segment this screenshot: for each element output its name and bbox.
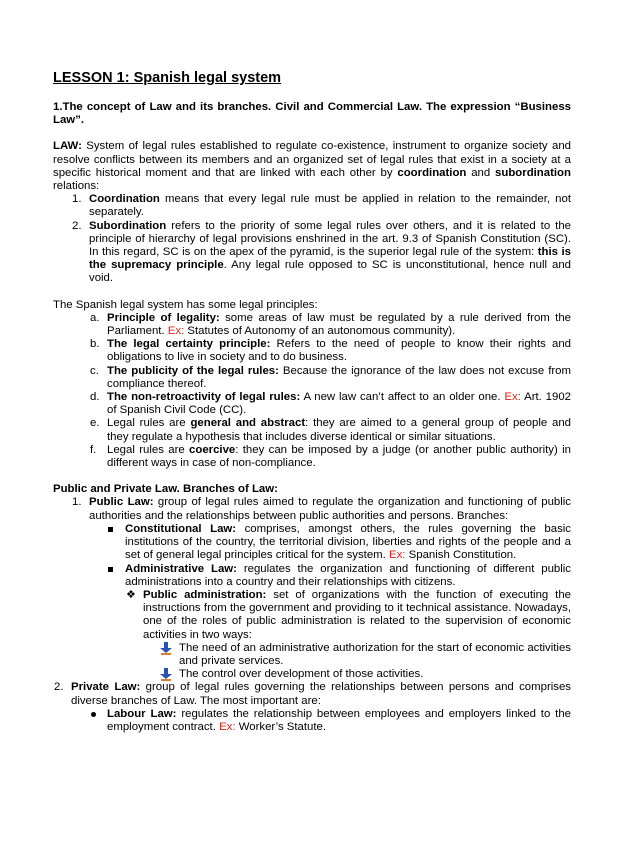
list-item-constitutional-law: Constitutional Law: comprises, amongst others, the rules governing the basic institutions of the country, the territorial division, liberties and rights of the people and a set of general legal principles critical for the system. Ex: Spanish Constitution.: [125, 523, 571, 563]
list-item-way-control: The control over development of those activities.: [179, 668, 571, 681]
list-item-public-law: 1. Public Law: group of legal rules aimed to regulate the organization and functioning of public authorities and the relationships between public authorities and persons. Branches:: [72, 496, 571, 522]
principle-legality: a. Principle of legality: some areas of law must be regulated by a rule derived from the Parliament. Ex: Statutes of Autonomy of an autonomous community).: [90, 311, 572, 338]
list-item-subordination: 2. Subordination refers to the priority of some legal rules over others, and it is related to the principle of hierarchy of legal provisions enshrined in the art. 9.3 of Spanish Constitution (SC). In this regard, SC is on the apex of the pyramid, is the superior legal rule of the system: this is the supremacy principle. Any legal rule opposed to SC is unconstitutional, hence null and void.: [72, 219, 571, 285]
round-bullet-icon: [91, 712, 96, 717]
document-page: [53, 70, 571, 734]
diamond-bullet-icon: ❖: [126, 588, 136, 601]
principle-coercive: f. Legal rules are coercive: they can be imposed by a judge (or another public authority) in different ways in case of non-compliance.: [90, 443, 571, 470]
section-heading-public-private: Public and Private Law. Branches of Law:: [53, 483, 278, 496]
square-bullet-icon: [108, 567, 113, 572]
list-item-way-authorization: The need of an administrative authorization for the start of economic activities and private services.: [179, 642, 571, 668]
law-label: LAW:: [53, 140, 82, 153]
square-bullet-icon: [108, 527, 113, 532]
public-private-list: [53, 496, 571, 734]
down-arrow-bullet-icon: [160, 642, 172, 655]
principle-publicity: c. The publicity of the legal rules: Because the ignorance of the law does not excuse from compliance thereof.: [90, 364, 571, 390]
law-definition: LAW: System of legal rules established to regulate co-existence, instrument to organize society and resolve conflicts between its members and an organized set of legal rules that exist in a society at a specific historical moment and that are linked with each other by coordination and subordination relations:: [53, 140, 571, 193]
principles-list: [53, 312, 571, 470]
list-item-labour-law: Labour Law: regulates the relationship between employees and employers linked to the employment contract. Ex: Worker’s Statute.: [107, 708, 571, 734]
principle-non-retroactivity: d. The non-retroactivity of legal rules: A new law can’t affect to an older one. Ex: Art. 1902 of Spanish Civil Code (CC).: [90, 391, 571, 417]
list-item-private-law: 2. Private Law: group of legal rules governing the relationships between persons and comprises diverse branches of Law. The most important are:: [54, 681, 571, 707]
list-item-public-administration: ❖ Public administration: set of organizations with the function of executing the instructions from the government and providing to it technical assistance. Nowadays, one of the roles of public administration is related to the supervision of economic activities in two ways:: [126, 588, 571, 641]
relations-list: [53, 193, 571, 285]
principle-general-abstract: e. Legal rules are general and abstract: they are aimed to a general group of people and they regulate a hypothesis that includes diverse identical or similar situations.: [90, 417, 571, 443]
principles-intro: The Spanish legal system has some legal principles:: [53, 298, 318, 311]
section-heading-concept-of-law: 1.The concept of Law and its branches. Civil and Commercial Law. The expression “Business Law”.: [53, 101, 571, 127]
down-arrow-bullet-icon: [160, 668, 172, 681]
list-item-coordination: 1. Coordination means that every legal rule must be applied in relation to the remainder, not separately.: [72, 193, 571, 219]
lesson-title: LESSON 1: Spanish legal system: [53, 70, 282, 86]
list-item-administrative-law: Administrative Law: regulates the organization and functioning of different public administrations into a country and their relationships with citizens.: [125, 563, 571, 589]
principle-legal-certainty: b. The legal certainty principle: Refers to the need of people to know their rights and obligations to live in society and to do business.: [90, 338, 571, 364]
